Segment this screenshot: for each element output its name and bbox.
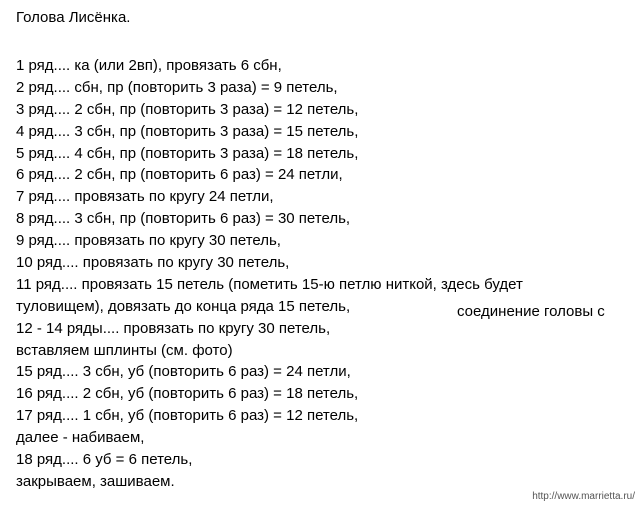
watermark-url: http://www.marrietta.ru/ [532,491,635,502]
instruction-line: вставляем шплинты (см. фото) [16,341,233,359]
instruction-list [16,55,636,493]
instruction-line: 2 ряд.... сбн, пр (повторить 3 раза) = 9 петель, [16,78,338,96]
instruction-line: 15 ряд.... 3 сбн, уб (повторить 6 раз) = 24 петли, [16,363,351,381]
instruction-line: туловищем), довязать до конца ряда 15 петель, [16,297,351,315]
instruction-line: 5 ряд.... 4 сбн, пр (повторить 3 раза) = 18 петель, [16,144,359,162]
instruction-line: далее - набиваем, [16,429,145,447]
document-title: Голова Лисёнка. [16,9,131,26]
instruction-line: 11 ряд.... провязать 15 петель (пометить 15-ю петлю ниткой, здесь будет [16,275,523,293]
instruction-line: 1 ряд.... ка (или 2вп), провязать 6 сбн, [16,57,282,74]
instruction-line: 16 ряд.... 2 сбн, уб (повторить 6 раз) = 18 петель, [16,385,359,403]
instruction-line: 18 ряд.... 6 уб = 6 петель, [16,451,193,469]
instruction-line: 8 ряд.... 3 сбн, пр (повторить 6 раз) = 30 петель, [16,210,351,228]
instruction-line: 17 ряд.... 1 сбн, уб (повторить 6 раз) = 12 петель, [16,407,359,425]
instruction-line: 12 - 14 ряды.... провязать по кругу 30 петель, [16,319,331,337]
instruction-line: 6 ряд.... 2 сбн, пр (повторить 6 раз) = 24 петли, [16,166,343,184]
instruction-line: 9 ряд.... провязать по кругу 30 петель, [16,232,281,250]
instruction-line: 7 ряд.... провязать по кругу 24 петли, [16,188,274,206]
instruction-line: 3 ряд.... 2 сбн, пр (повторить 3 раза) = 12 петель, [16,100,359,118]
instruction-line: 10 ряд.... провязать по кругу 30 петель, [16,254,290,272]
side-note-fragment: соединение головы с [457,303,605,320]
instruction-line: закрываем, зашиваем. [16,472,175,490]
instruction-line: 4 ряд.... 3 сбн, пр (повторить 3 раза) = 15 петель, [16,122,359,140]
